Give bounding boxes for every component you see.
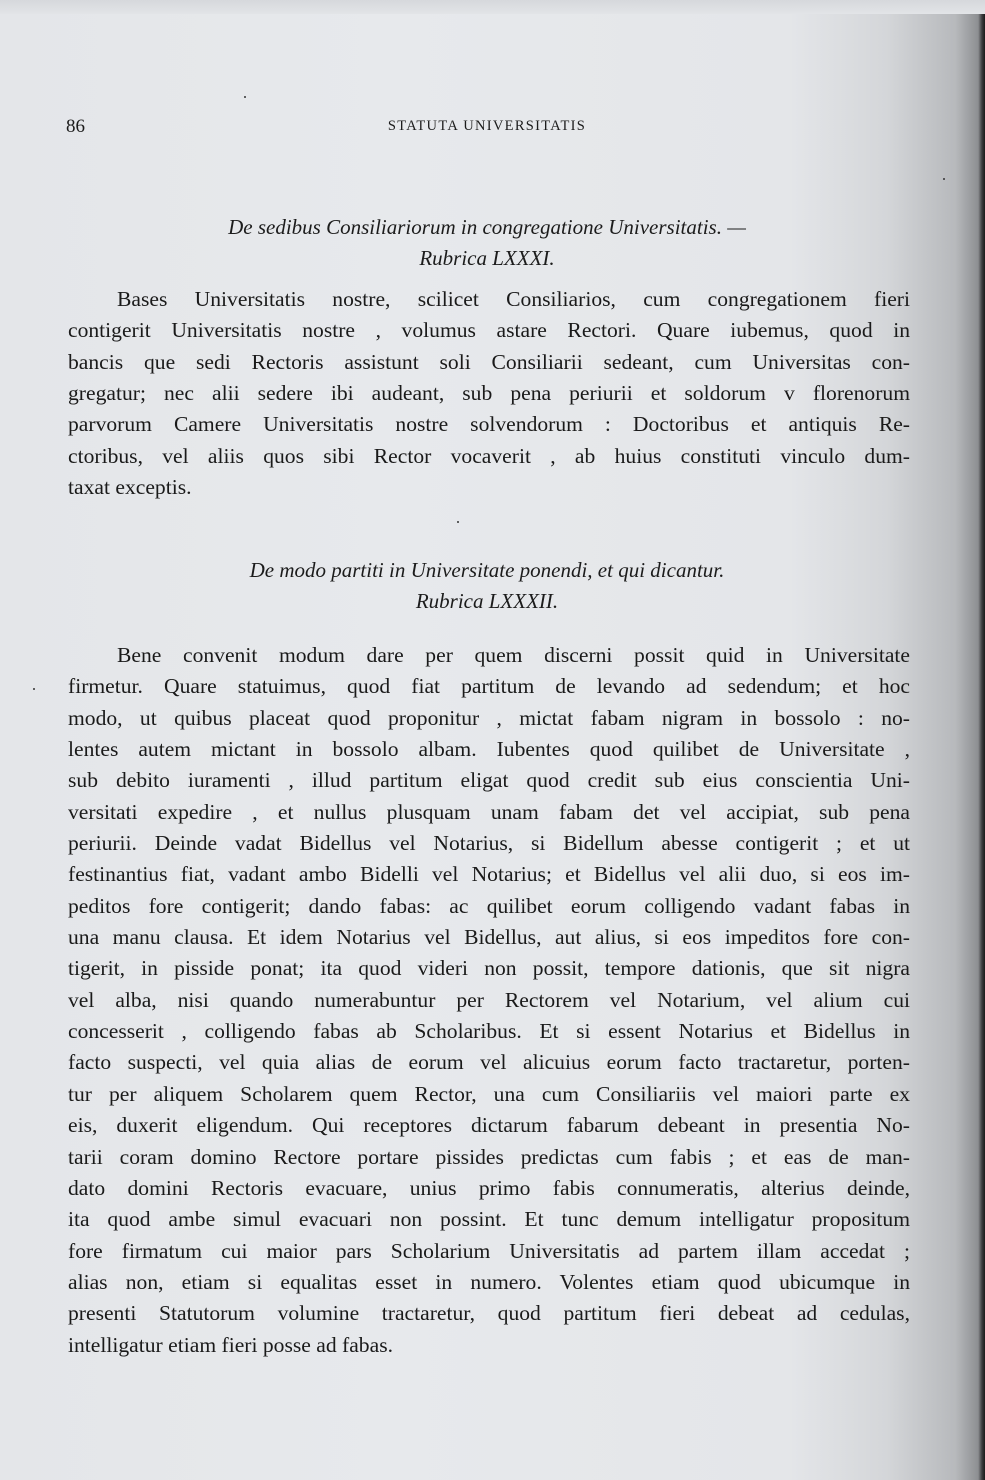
- text-line: vel alba, nisi quando numerabuntur per Rectorem vel Notarium, vel alium cui: [68, 987, 910, 1012]
- rubric-number: Rubrica LXXXII.: [415, 589, 559, 613]
- text-line: ita quod ambe simul evacuari non possint. Et tunc demum intelligatur propositum: [68, 1207, 910, 1232]
- text-line: peditos fore contigerit; dando fabas: ac quilibet eorum colligendo vadant fabas in: [68, 893, 910, 918]
- text-line: festinantius fiat, vadant ambo Bidelli vel Notarius; et Bidellus vel alii duo, si eos im-: [68, 862, 910, 887]
- rubric-heading-lxxxii: [66, 555, 908, 617]
- text-line: versitati expedire , et nullus plusquam unam fabam det vel accipiat, sub pena: [68, 799, 910, 824]
- text-line: ctoribus, vel aliis quos sibi Rector vocaverit , ab huius constituti vinculo dum-: [68, 443, 910, 468]
- text-line: presenti Statutorum volumine tractaretur, quod partitum fieri debeat ad cedulas,: [68, 1301, 910, 1326]
- paper-speck: [943, 178, 945, 180]
- text-line: Bene convenit modum dare per quem discerni possit quid in Universitate: [117, 643, 910, 667]
- rubric-heading-line: De modo partiti in Universitate ponendi, et qui dicantur.: [249, 558, 725, 582]
- text-line: alias non, etiam si equalitas esset in numero. Volentes etiam quod ubicumque in: [68, 1269, 910, 1294]
- text-line: taxat exceptis.: [68, 475, 192, 500]
- text-line: contigerit Universitatis nostre , volumus astare Rectori. Quare iubemus, quod in: [68, 318, 910, 343]
- paper-speck: [457, 521, 459, 523]
- rubric-heading-lxxxi: [66, 212, 908, 274]
- page-top-shadow: [0, 0, 985, 14]
- text-line: lentes autem mictant in bossolo albam. Iubentes quod quilibet de Universitate ,: [68, 737, 910, 762]
- text-line: parvorum Camere Universitatis nostre solvendorum : Doctoribus et antiquis Re-: [68, 412, 910, 437]
- text-line: periurii. Deinde vadat Bidellus vel Notarius, si Bidellum abesse contigerit ; et ut: [68, 831, 910, 856]
- text-line: gregatur; nec alii sedere ibi audeant, sub pena periurii et soldorum v florenorum: [68, 381, 910, 406]
- text-line: Bases Universitatis nostre, scilicet Consiliarios, cum congregationem fieri: [117, 287, 910, 311]
- paragraph-lxxxii: [68, 640, 910, 1361]
- text-line: concesserit , colligendo fabas ab Scholaribus. Et si essent Notarius et Bidellus in: [68, 1019, 910, 1044]
- text-line: tigerit, in pisside ponat; ita quod videri non possit, tempore dationis, que sit nigra: [68, 956, 910, 981]
- text-line: sub debito iuramenti , illud partitum eligat quod credit sub eius conscientia Uni-: [68, 768, 910, 793]
- rubric-number: Rubrica LXXXI.: [419, 246, 555, 270]
- paragraph-lxxxi: [68, 284, 910, 503]
- text-line: intelligatur etiam fieri posse ad fabas.: [68, 1332, 393, 1357]
- text-line: tur per aliquem Scholarem quem Rector, una cum Consiliariis vel maiori parte ex: [68, 1081, 910, 1106]
- text-line: fore firmatum cui maior pars Scholarium Universitatis ad partem illam accedat ;: [68, 1238, 910, 1263]
- running-header: [66, 116, 908, 140]
- text-line: dato domini Rectoris evacuare, unius primo fabis connumeratis, alterius deinde,: [68, 1175, 910, 1200]
- text-line: eis, duxerit eligendum. Qui receptores dictarum fabarum debeant in presentia No-: [68, 1113, 910, 1138]
- rubric-heading-line: De sedibus Consiliariorum in congregatione Universitatis. —: [228, 215, 746, 239]
- text-line: tarii coram domino Rectore portare pissides predictas cum fabis ; et eas de man-: [68, 1144, 910, 1169]
- text-line: facto suspecti, vel quia alias de eorum vel alicuius eorum facto tractaretur, porten-: [68, 1050, 910, 1075]
- page-number: 86: [66, 116, 85, 137]
- running-head-title: STATUTA UNIVERSITATIS: [387, 118, 587, 134]
- paper-speck: [33, 688, 35, 690]
- text-line: bancis que sedi Rectoris assistunt soli Consiliarii sedeant, cum Universitas con-: [68, 349, 910, 374]
- text-line: una manu clausa. Et idem Notarius vel Bidellus, aut alius, si eos impeditos fore con-: [68, 925, 910, 950]
- paper-speck: [244, 96, 246, 98]
- text-line: firmetur. Quare statuimus, quod fiat partitum de levando ad sedendum; et hoc: [68, 674, 910, 699]
- text-line: modo, ut quibus placeat quod proponitur , mictat fabam nigram in bossolo : no-: [68, 705, 910, 730]
